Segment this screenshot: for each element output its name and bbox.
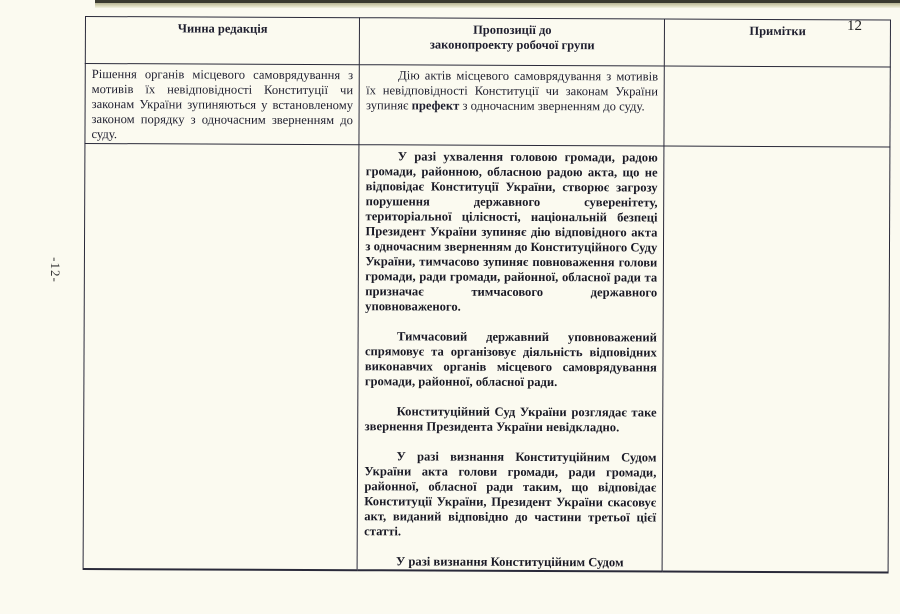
proposal-text-part3: з одночасним зверненням до суду. [459,98,645,114]
proposal-paragraph: Тимчасовий державний уповноважений спрямовує та організовує діяльність відповідних виконавчих органів місцевого самоврядування громади, районної, обласної ради. [364,329,657,390]
proposal-text [366,68,658,114]
proposal-text-part1: Дію актів місцевого самоврядування з мотивів їх невідповідності Конституції чи законам України зупиняє [366,68,659,113]
cell-proposal [358,145,665,572]
page-number: 12 [847,18,862,34]
header-proposals-line2: законопроекту робочої групи [429,37,595,53]
proposal-paragraph: У разі ухвалення головою громади, радою громади, районною, обласною радою акта, що не відповідає Конституції України, створює загрозу порушення державного суверенітету, територіальної цілісності, національній безпеці Президент України зупиняє дію відповідного акта з одночасним зверненням до Конституційного Суду України, тимчасово зупиняє повноваження голови громади, ради громади, районної, обласної ради та призначає тимчасового державного уповноваженого. [365,149,658,314]
proposal-paragraph: У разі визнання Конституційним Судом [396,554,624,570]
cell-proposal [359,65,664,146]
proposal-paragraph: Конституційний Суд України розглядає таке звернення Президента України невідкладно. [364,404,657,435]
table-header-row [85,17,890,68]
proposal-text-prefect: префект [411,98,460,113]
cell-current-edition [85,64,360,145]
side-page-number: -12- [47,257,63,283]
header-proposals-line1: Пропозиції до [473,22,552,38]
header-notes: Примітки [665,19,891,67]
header-proposals [360,18,665,66]
cell-notes [662,146,890,572]
comparison-table [83,16,891,574]
header-current-edition: Чинна редакція [85,17,360,65]
table-row [85,64,890,148]
cell-notes [664,66,890,147]
page-top-edge-shadow [95,0,900,8]
cell-current-edition [83,144,359,571]
table-row [83,144,890,573]
current-edition-text: Рішення органів місцевого самоврядування з мотивів їх невідповідності Конституції чи законам України зупиняються у встановленому законом порядку з одночасним зверненням до суду. [91,67,354,142]
proposal-paragraph: У разі визнання Конституційним Судом України акта голови громади, ради громади, районної, обласної ради таким, що відповідає Конституції України, Президент України скасовує акт, виданий відповідно до частини третьої цієї статті. [364,449,657,539]
